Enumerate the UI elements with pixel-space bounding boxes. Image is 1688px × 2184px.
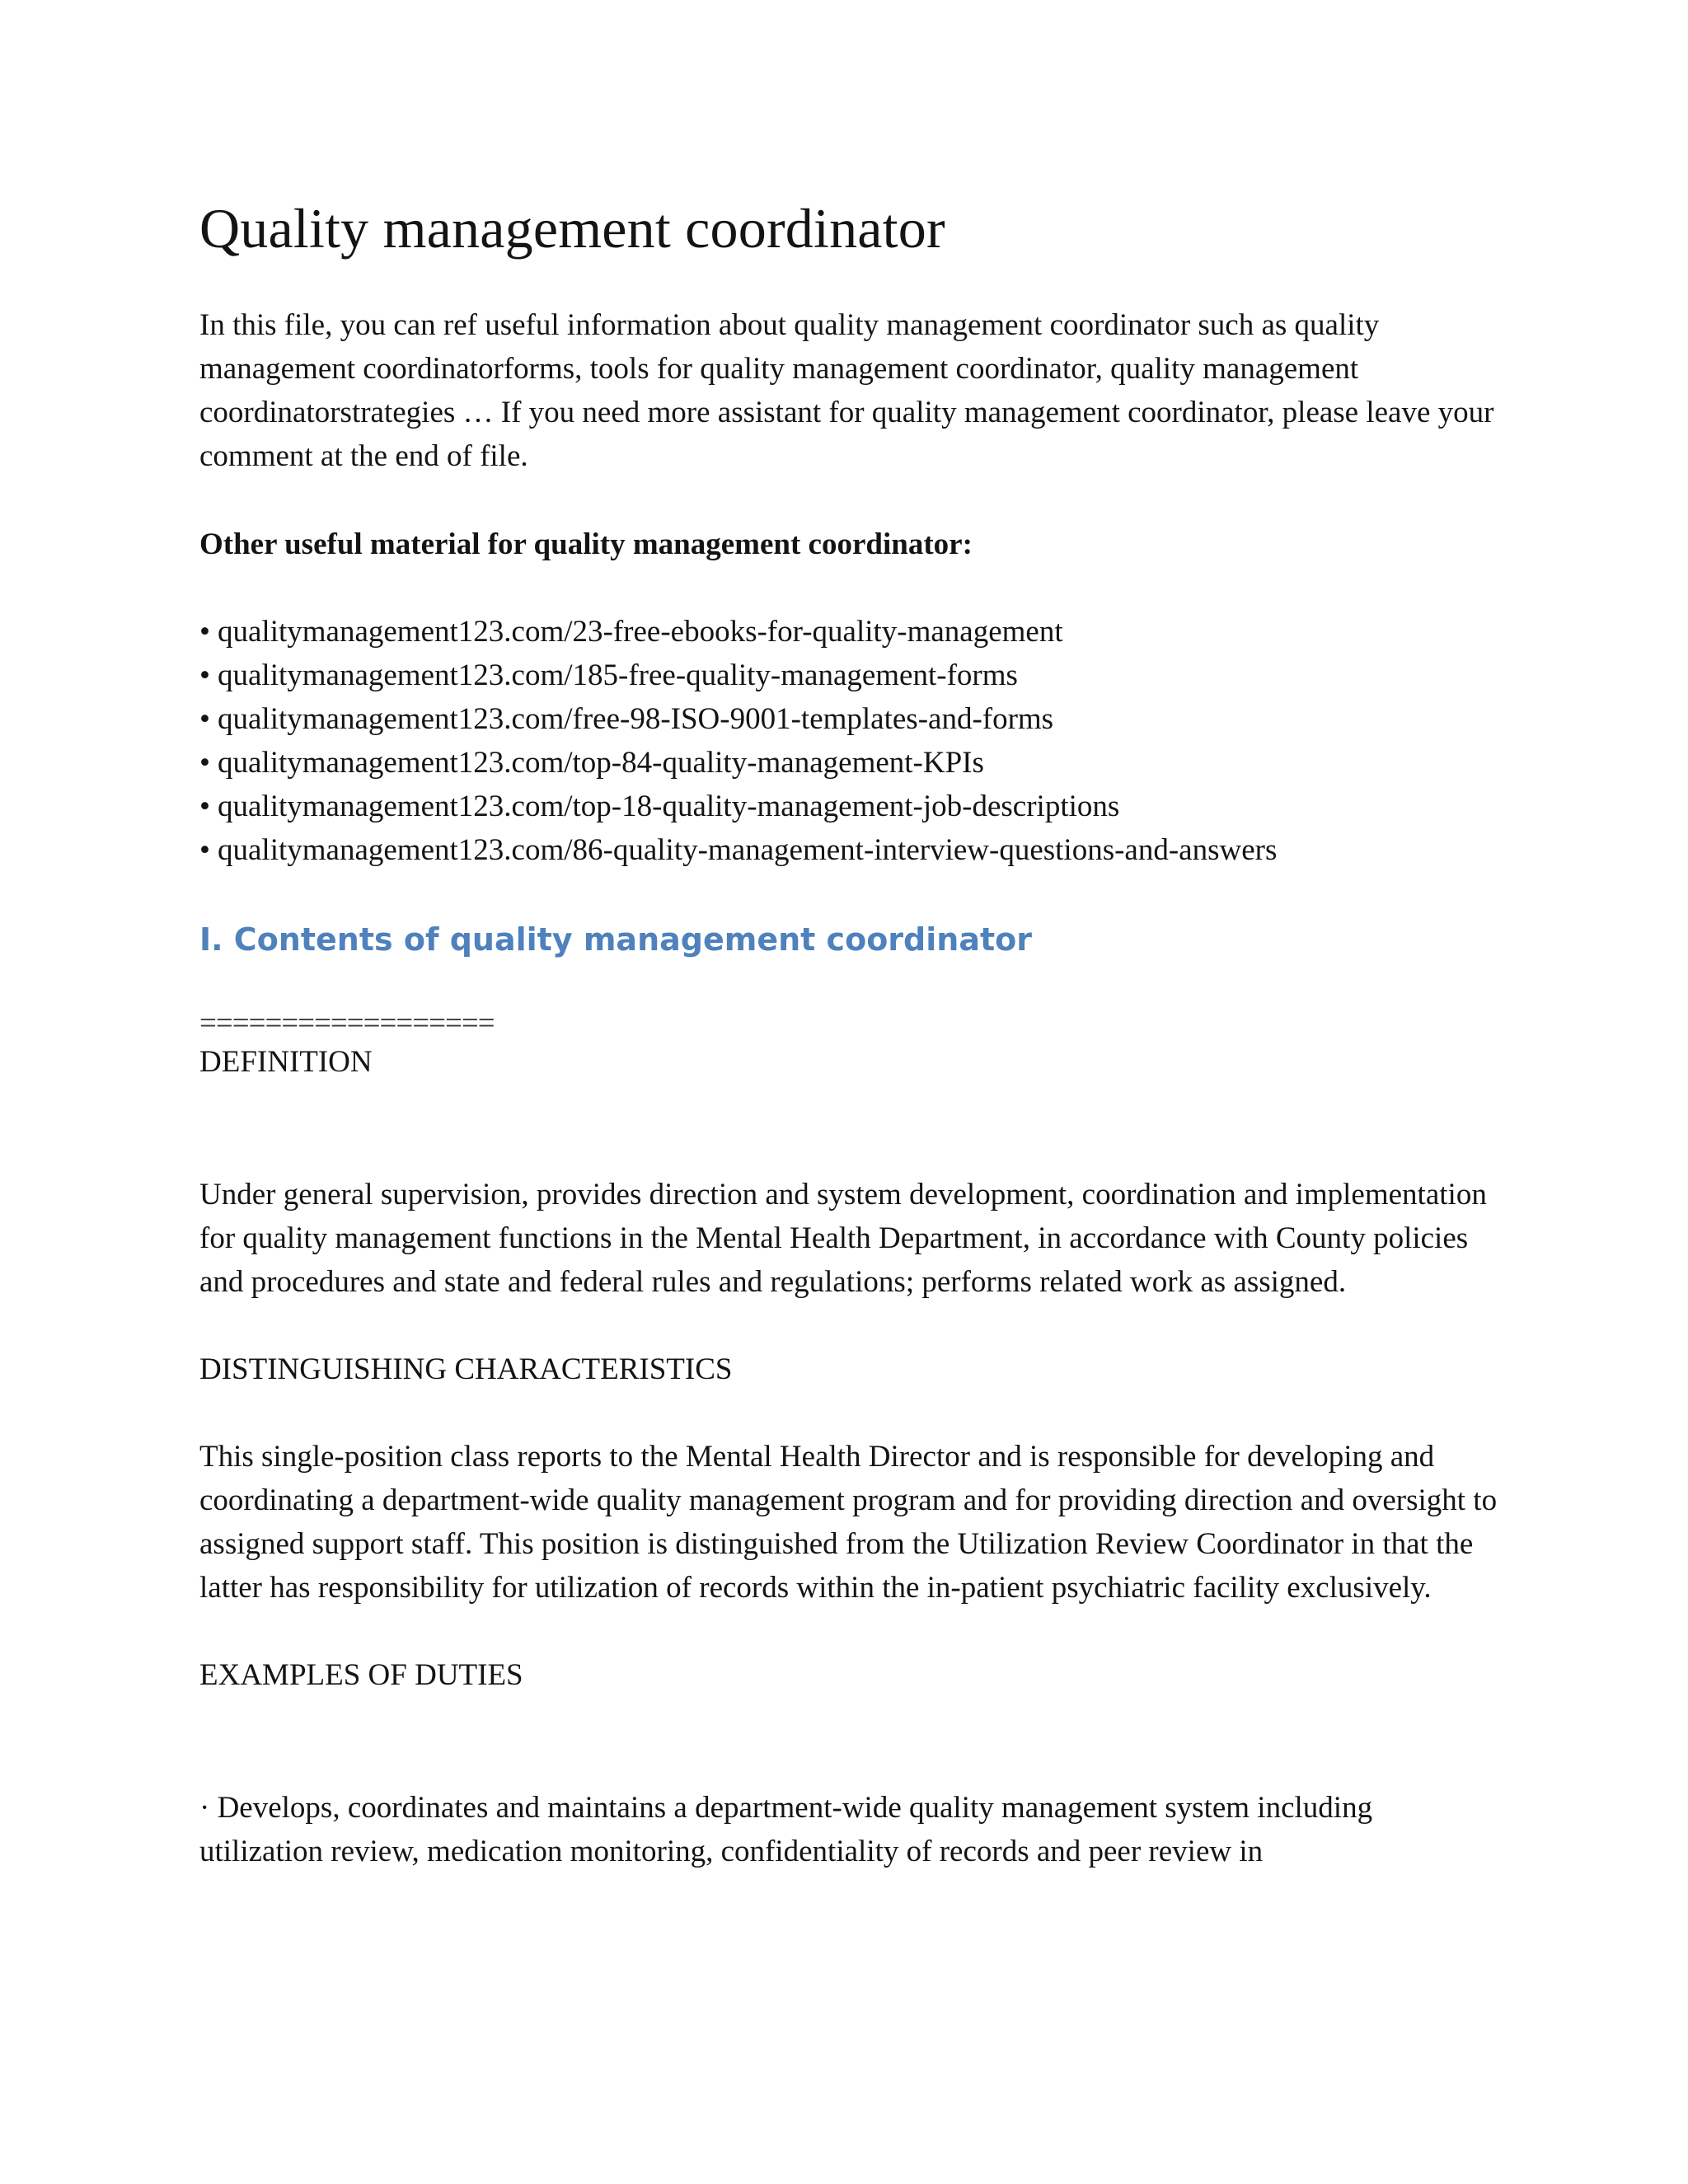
bullet-icon: • — [199, 790, 210, 823]
distinguishing-paragraph: This single-position class reports to the Mental Health Director and is responsible for developing and coordinating a department-wide quality management program and for providing direction and oversight to assigned support staff. This position is distinguished from the Utilization Review Coordinator in that the latter has responsibility for utilization of records within the in-patient psychiatric facility exclusively. — [199, 1440, 1498, 1605]
other-material-heading: Other useful material for quality management coordinator: — [199, 527, 973, 561]
bullet-icon: • — [199, 615, 210, 649]
duties-label: EXAMPLES OF DUTIES — [199, 1658, 523, 1692]
duties-paragraph: · Develops, coordinates and maintains a department-wide quality management system including utilization review, medication monitoring, confidentiality of records and peer review in — [199, 1791, 1373, 1868]
bullet-icon: • — [199, 658, 210, 692]
resource-link-text[interactable]: qualitymanagement123.com/185-free-quality-management-forms — [218, 658, 1018, 692]
intro-paragraph: In this file, you can ref useful information about quality management coordinator such as quality management coordinatorforms, tools for quality management coordinator, quality management coordinatorstrategies … If you need more assistant for quality management coordinator, please leave your comment at the end of file. — [199, 308, 1494, 473]
resource-link-text[interactable]: qualitymanagement123.com/free-98-ISO-9001-templates-and-forms — [218, 702, 1054, 736]
resource-link-item[interactable] — [199, 741, 1502, 785]
resource-link-item[interactable] — [199, 697, 1502, 741]
resource-link-text[interactable]: qualitymanagement123.com/top-18-quality-management-job-descriptions — [218, 790, 1120, 823]
page-title: Quality management coordinator — [199, 197, 945, 260]
resource-link-list — [199, 610, 1502, 872]
resource-link-item[interactable] — [199, 654, 1502, 697]
resource-link-text[interactable]: qualitymanagement123.com/23-free-ebooks-for-quality-management — [218, 615, 1063, 649]
bullet-icon: • — [199, 833, 210, 867]
definition-label: DEFINITION — [199, 1045, 373, 1079]
resource-link-item[interactable] — [199, 610, 1502, 654]
resource-link-item[interactable] — [199, 785, 1502, 828]
section-heading-contents: I. Contents of quality management coordinator — [199, 921, 1032, 958]
resource-link-text[interactable]: qualitymanagement123.com/86-quality-management-interview-questions-and-answers — [218, 833, 1278, 867]
document-content — [199, 191, 1502, 1873]
resource-link-item[interactable] — [199, 828, 1502, 872]
distinguishing-label: DISTINGUISHING CHARACTERISTICS — [199, 1352, 733, 1386]
bullet-icon: • — [199, 746, 210, 780]
bullet-icon: • — [199, 702, 210, 736]
definition-paragraph: Under general supervision, provides direction and system development, coordination and implementation for quality management functions in the Mental Health Department, in accordance with County policies and procedures and state and federal rules and regulations; performs related work as assigned. — [199, 1178, 1487, 1299]
resource-link-text[interactable]: qualitymanagement123.com/top-84-quality-management-KPIs — [218, 746, 984, 780]
separator-rule: ================== — [199, 1006, 495, 1040]
